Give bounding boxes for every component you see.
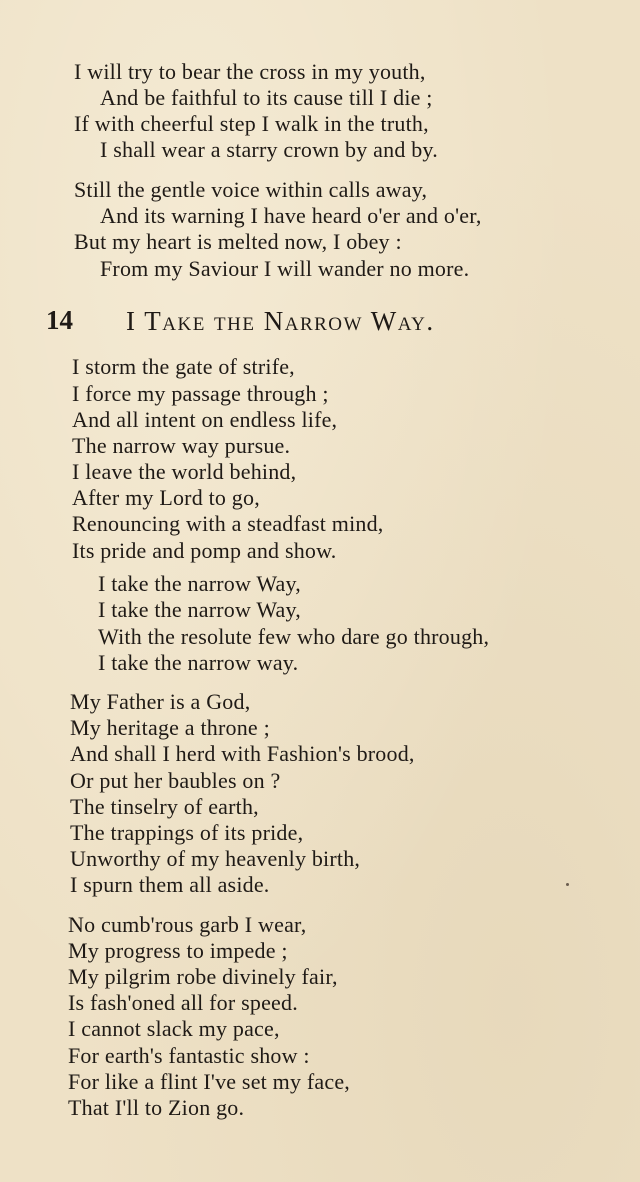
verse3-line4: Is fash'oned all for speed. [68, 990, 298, 1015]
paper-speck [566, 883, 569, 886]
verse3-line7: For like a flint I've set my face, [68, 1069, 351, 1094]
verse1-line8: Its pride and pomp and show. [72, 538, 337, 563]
hymn-number: 14 [46, 305, 73, 335]
verse1-line3: And all intent on endless life, [72, 407, 338, 432]
verse2-line4: Or put her baubles on ? [70, 768, 281, 793]
verse3-line6: For earth's fantastic show : [68, 1043, 310, 1068]
chorus-line4: I take the narrow way. [98, 650, 299, 675]
verse2-line2: My heritage a throne ; [70, 715, 270, 740]
prev-stanza1-line2: And be faithful to its cause till I die ; [100, 85, 433, 110]
verse1-line1: I storm the gate of strife, [72, 354, 295, 379]
verse3-line1: No cumb'rous garb I wear, [68, 912, 307, 937]
verse1-line6: After my Lord to go, [72, 485, 260, 510]
prev-stanza2-line2: And its warning I have heard o'er and o'er, [100, 203, 482, 228]
hymn-title: I Take the Narrow Way. [126, 306, 435, 336]
verse2-line7: Unworthy of my heavenly birth, [70, 846, 361, 871]
verse3-line5: I cannot slack my pace, [68, 1016, 280, 1041]
verse2-line8: I spurn them all aside. [70, 872, 270, 897]
chorus-line1: I take the narrow Way, [98, 571, 301, 596]
verse2-line5: The tinselry of earth, [70, 794, 259, 819]
verse1-line2: I force my passage through ; [72, 381, 329, 406]
chorus-line3: With the resolute few who dare go through, [98, 624, 490, 649]
prev-stanza2-line3: But my heart is melted now, I obey : [74, 229, 402, 254]
prev-stanza2-line4: From my Saviour I will wander no more. [100, 256, 470, 281]
verse3-line3: My pilgrim robe divinely fair, [68, 964, 338, 989]
verse3-line8: That I'll to Zion go. [68, 1095, 245, 1120]
verse1-line7: Renouncing with a steadfast mind, [72, 511, 384, 536]
verse1-line5: I leave the world behind, [72, 459, 297, 484]
verse1-line4: The narrow way pursue. [72, 433, 291, 458]
chorus-line2: I take the narrow Way, [98, 597, 301, 622]
verse2-line1: My Father is a God, [70, 689, 251, 714]
prev-stanza1-line1: I will try to bear the cross in my youth, [74, 59, 426, 84]
prev-stanza1-line4: I shall wear a starry crown by and by. [100, 137, 438, 162]
prev-stanza2-line1: Still the gentle voice within calls away, [74, 177, 428, 202]
verse2-line6: The trappings of its pride, [70, 820, 304, 845]
verse3-line2: My progress to impede ; [68, 938, 288, 963]
verse2-line3: And shall I herd with Fashion's brood, [70, 741, 415, 766]
prev-stanza1-line3: If with cheerful step I walk in the truth, [74, 111, 429, 136]
